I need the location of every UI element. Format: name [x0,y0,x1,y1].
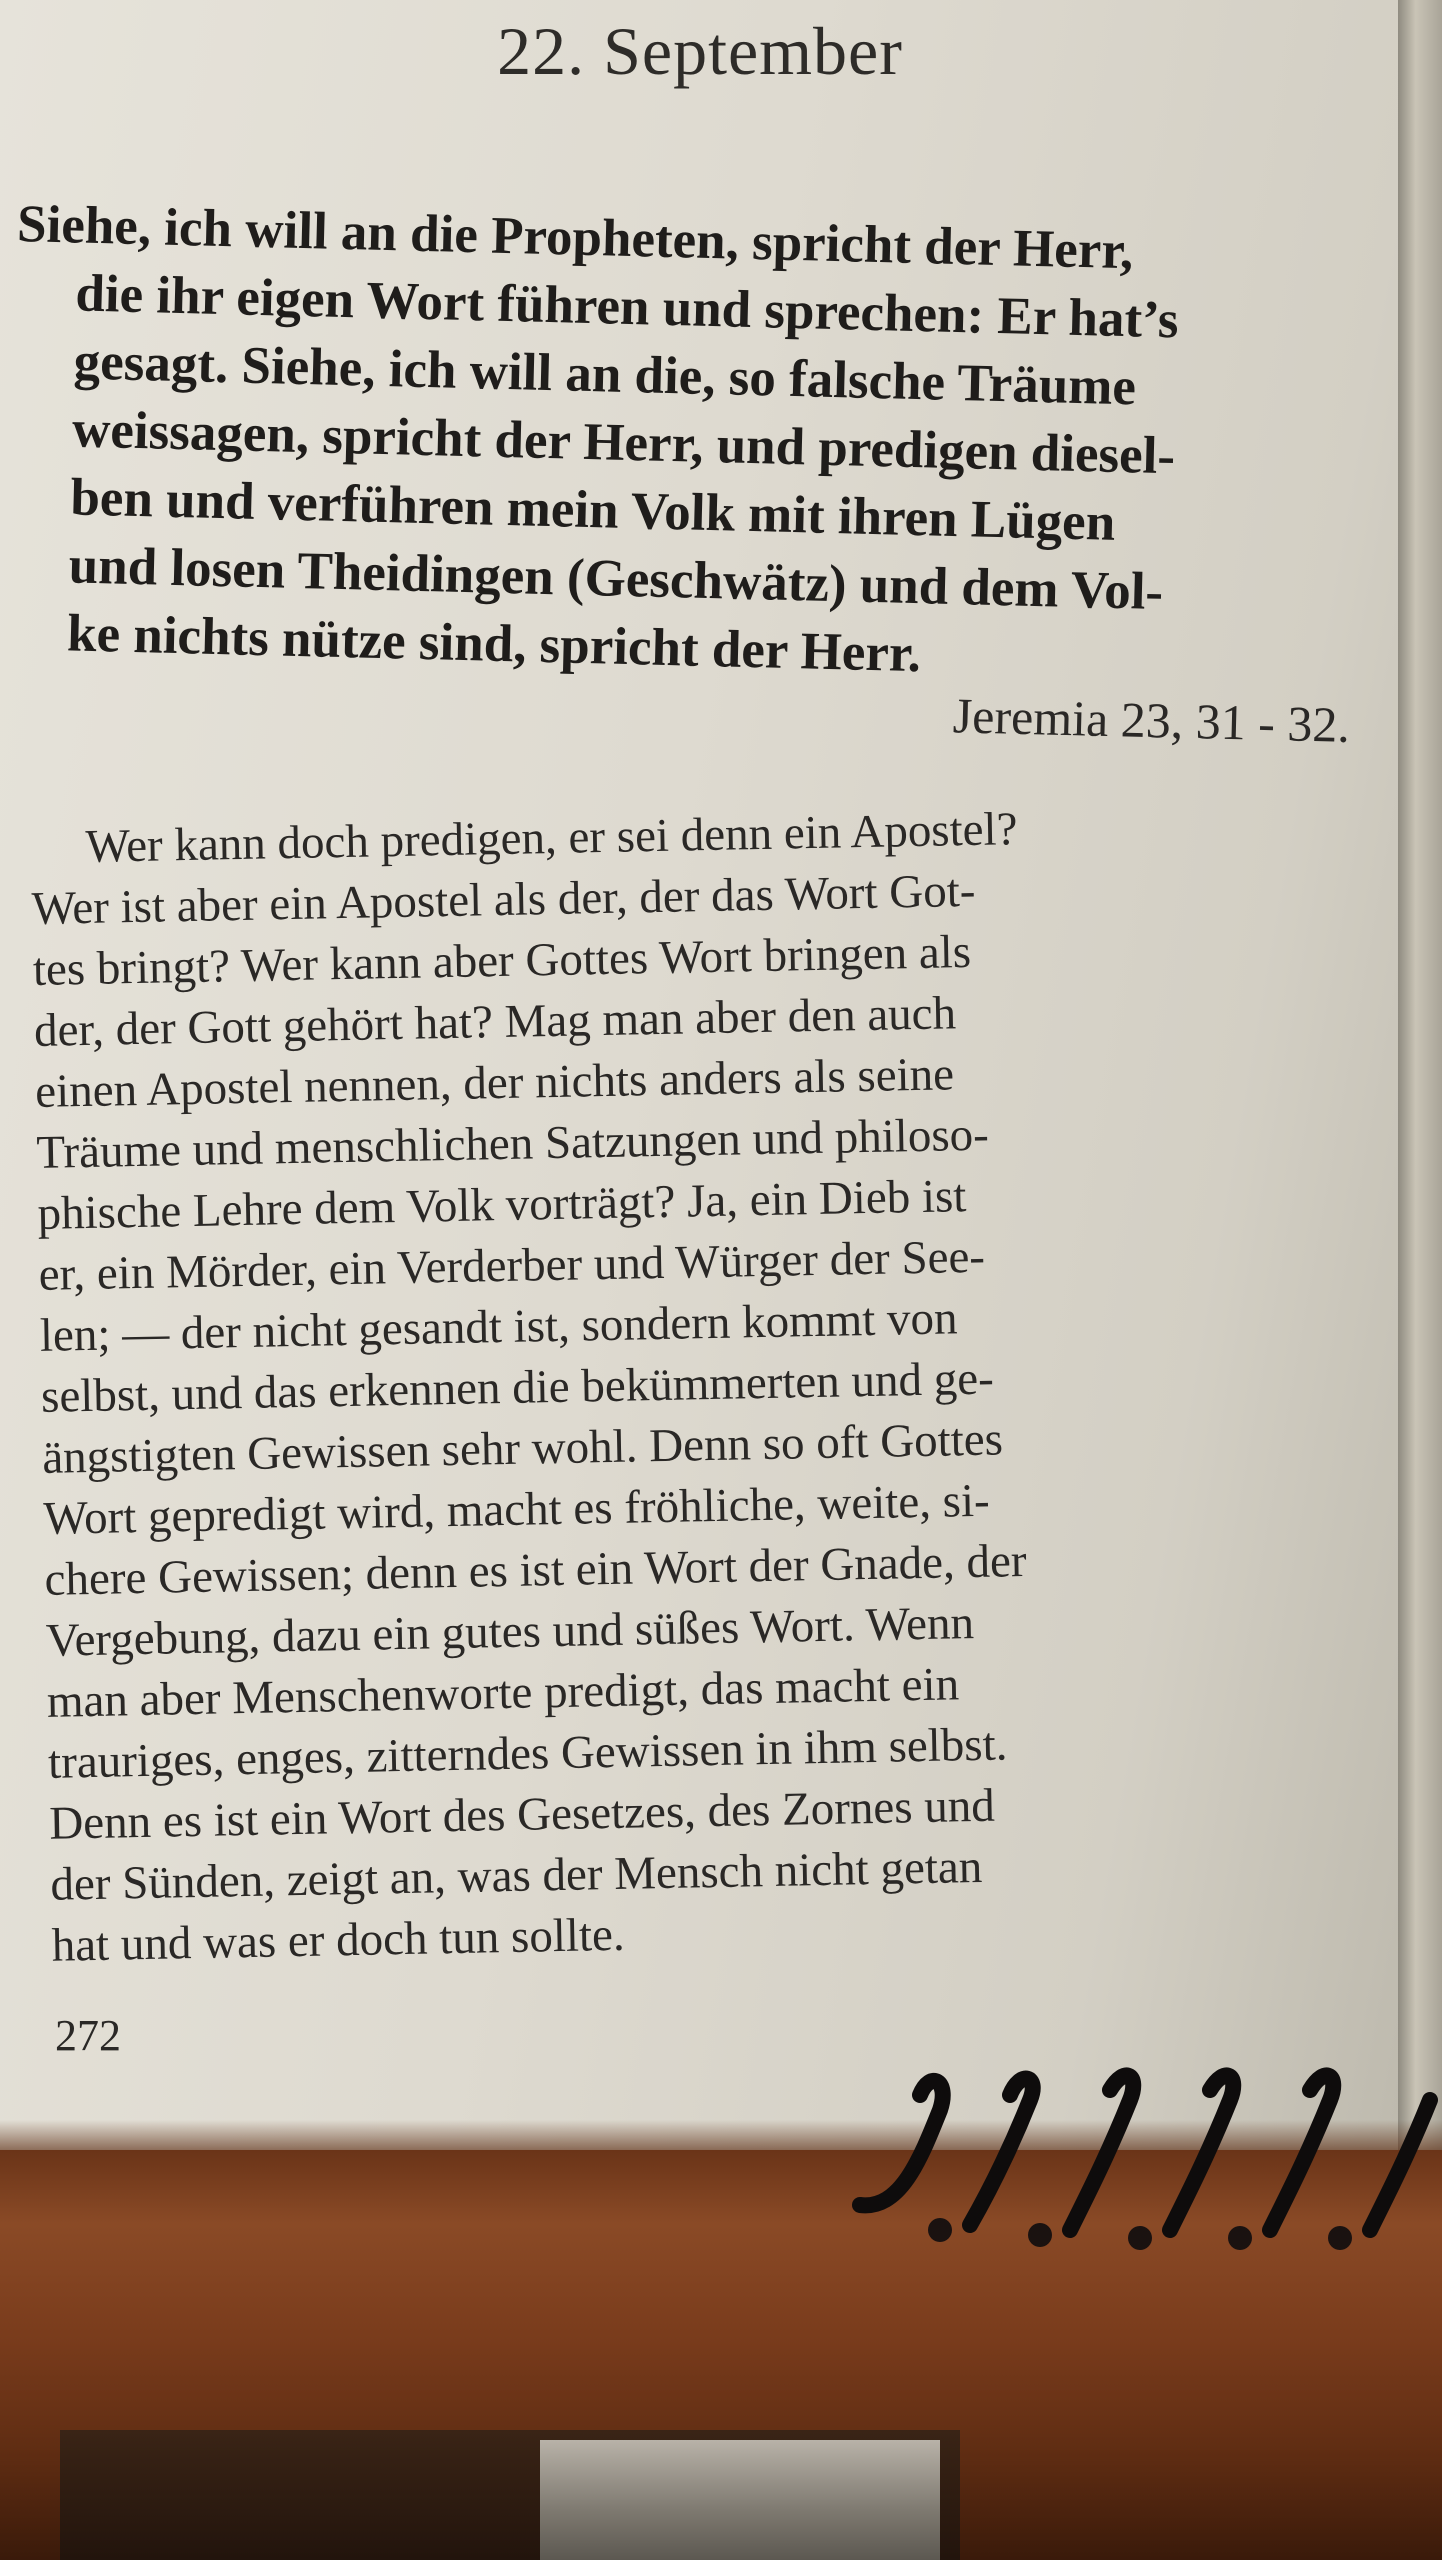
verse-line: ben und verführen mein Volk mit ihren Lügen [69,468,1116,552]
body-line: man aber Menschenworte predigt, das macht ein [46,1658,960,1728]
verse-line: gesagt. Siehe, ich will an die, so falsche Träume [73,332,1137,417]
body-line: hat und was er doch tun sollte. [51,1908,626,1972]
body-line: Wer kann doch predigen, er sei denn ein Apostel? [85,803,1018,873]
body-line: der Sünden, zeigt an, was der Mensch nicht getan [49,1840,983,1911]
body-line: phische Lehre dem Volk vorträgt? Ja, ein Dieb ist [37,1170,967,1240]
body-line: Träume und menschlichen Satzungen und philoso- [35,1108,990,1179]
verse-line: die ihr eigen Wort führen und sprechen: Er hat’s [74,264,1180,350]
devotional-text [30,793,1372,1977]
body-line: len; — der nicht gesandt ist, sondern kommt von [39,1292,958,1362]
verse-line: ke nichts nütze sind, spricht der Herr. [66,604,922,684]
body-line: chere Gewissen; denn es ist ein Wort der Gnade, der [44,1535,1027,1606]
body-line: er, ein Mörder, ein Verderber und Würger der See- [38,1230,986,1301]
body-line: selbst, und das erkennen die bekümmerten und ge- [40,1352,995,1423]
body-line: ängstigten Gewissen sehr wohl. Denn so oft Gottes [41,1413,1004,1484]
verse-line: Siehe, ich will an die Propheten, spricht der Herr, [16,194,1134,281]
page-edge [1398,0,1442,2180]
leather-lacing-icon [840,2040,1440,2280]
scripture-verse [6,190,1367,699]
verse-line: weissagen, spricht der Herr, und predigen diesel- [71,400,1176,486]
page-number: 272 [55,2011,121,2060]
body-line: einen Apostel nennen, der nichts anders als seine [34,1048,955,1118]
body-line: trauriges, enges, zitterndes Gewissen in ihm selbst. [47,1718,1008,1789]
metal-clasp [540,2440,940,2560]
body-line: tes bringt? Wer kann aber Gottes Wort bringen als [32,925,972,996]
body-line: Wer ist aber ein Apostel als der, der das Wort Got- [31,864,976,935]
body-line: der, der Gott gehört hat? Mag man aber den auch [33,987,957,1057]
body-line: Denn es ist ein Wort des Gesetzes, des Zornes und [48,1779,996,1850]
body-line: Wort gepredigt wird, macht es fröhliche, weite, si- [42,1474,991,1545]
body-line: Vergebung, dazu ein gutes und süßes Wort. Wenn [45,1597,975,1667]
scripture-reference: Jeremia 23, 31 - 32. [952,687,1351,753]
page-heading-date: 22. September [497,13,903,89]
verse-line: und losen Theidingen (Geschwätz) und dem Vol- [68,536,1164,622]
